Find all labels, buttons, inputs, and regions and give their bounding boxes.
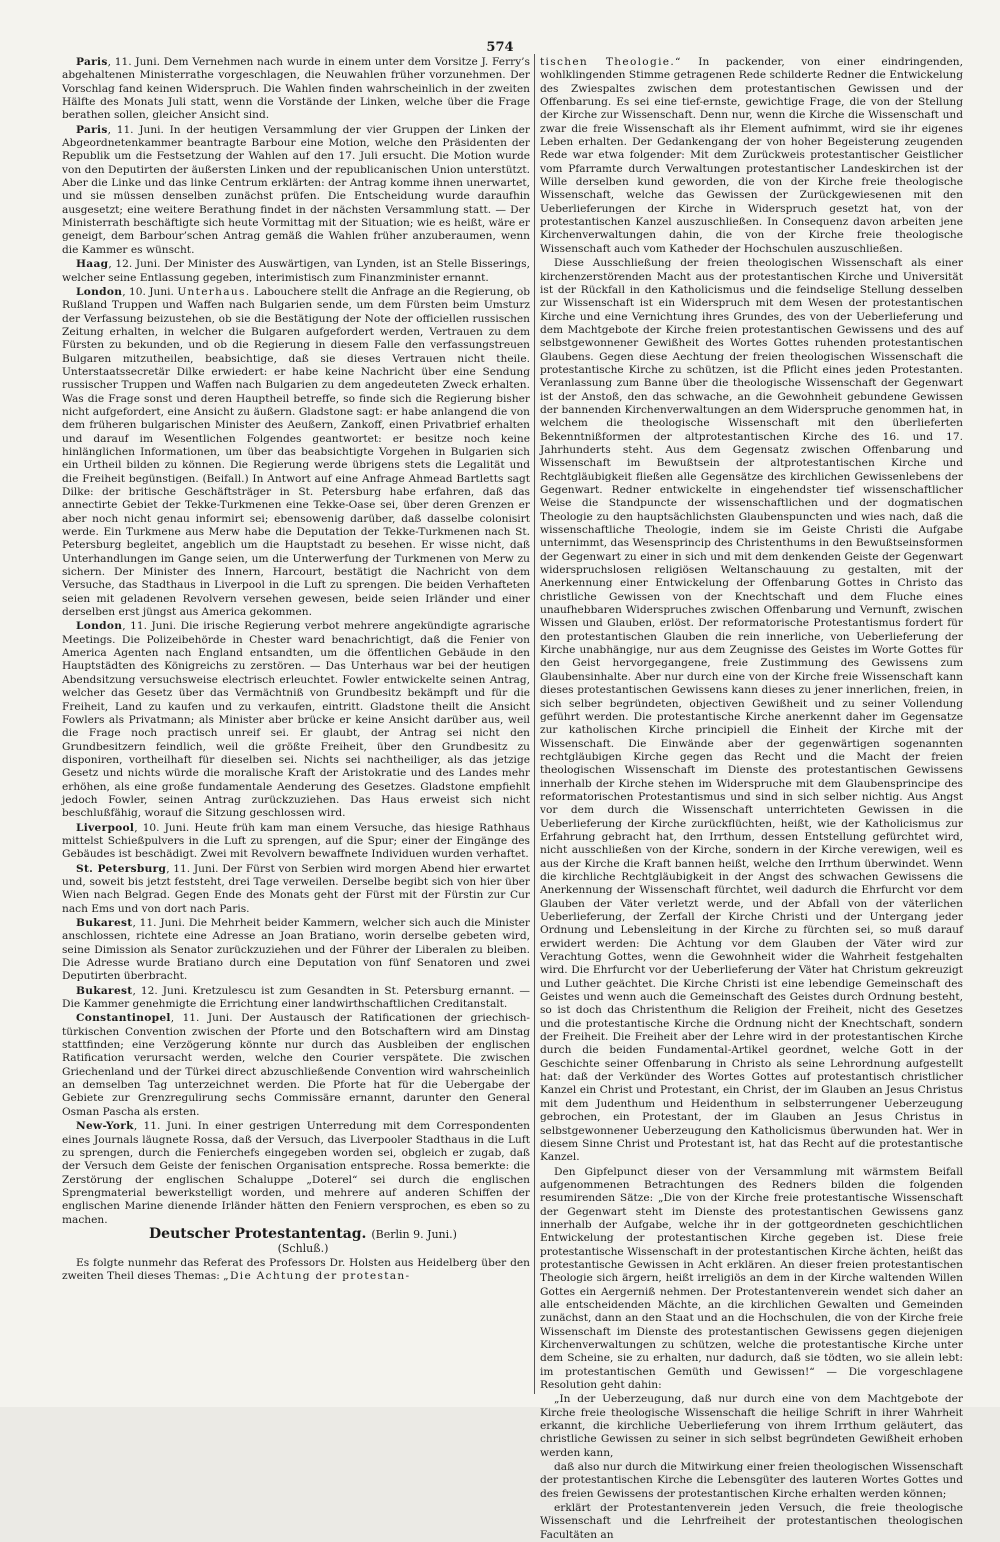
dateline-date: 11. Juni. <box>116 123 164 136</box>
article-paragraph: Liverpool, 10. Juni. Heute früh kam man einem Versuche, das hiesige Rathhaus mittelst Schießpulvers in die Luft zu sprengen, auf die Spur; einer der Eingänge des Gebäudes ist beschädigt. Zwei mit Revolvern bewaffnete Individuen wurden verhaftet. <box>62 821 530 861</box>
article-paragraph: London, 10. Juni. Unterhaus. Labouchere stellt die Anfrage an die Regierung, ob Rußland Truppen und Waffen nach Bulgarien sende, um dem Fürsten beim Umsturz der Verfassung beizustehen, ob sie die Bestätigung der Note der officiellen russischen Zeitung erhalten, in welcher die Bulgaren aufgefordert werden, Vertrauen zu dem Fürsten zu bekunden, und ob die Regierung in diesem Falle den verfassungstreuen Bulgaren mitzutheilen, beabsichtige, daß sie dieses Vertrauen nicht theile. Unterstaatssecretär Dilke erwiedert: er habe keine Nachricht über eine Sendung russischer Truppen und Waffen nach Bulgarien zu dem angedeuteten Zweck erhalten. Was die Frage sonst und deren Hauptheil betreffe, so finde sich die Regierung bisher nicht aufgefordert, eine Ansicht zu äußern. Gladstone sagt: er habe anlangend die von dem früheren bulgarischen Minister des Aeußern, Zankoff, einen Privatbrief erhalten und darauf im Wesentlichen Folgendes geantwortet: er besitze noch keine hinlänglichen Informationen, um über das beabsichtigte Vorgehen in Bulgarien sich ein Urtheil bilden zu können. Die Regierung werde übrigens stets die Legalität und die Freiheit begünstigen. (Beifall.) In Antwort auf eine Anfrage Ahmead Bartletts sagt Dilke: der britische Geschäftsträger in St. Petersburg habe erfahren, daß das annectirte Gebiet der Tekke-Turkmenen eine Tekke-Oase sei, über deren Grenzen er aber noch nicht genau informirt sei; ebensowenig darüber, daß dasselbe colonisirt werde. Ein Turkmene aus Merw habe die Deputation der Tekke-Turkmenen nach St. Petersburg begleitet, angeblich um die Hauptstadt zu besehen. Er wisse nicht, daß Unterhandlungen im Gange seien, um die Unterwerfung der Turkmenen von Merw zu sichern. Der Minister des Innern, Harcourt, bestätigt die Nachricht von dem Versuche, das Stadthaus in Liverpool in die Luft zu sprengen. Die beiden Verhafteten seien mit geladenen Revolvern versehen gewesen, beide seien Irländer und einer derselben erst jüngst aus America gekommen. <box>62 285 530 619</box>
paragraph-text: Diese Ausschließung der freien theologischen Wissenschaft als einer kirchenzerstörenden Macht aus der protestantischen Kirche und Universität ist der Rückfall in den Katholicismus und die feindselige Stellung desselben zur Wissenschaft ist ein Widerspruch mit dem Wesen der protestantischen Kirche und eine Vernichtung ihres Grundes, des von der Ueberlieferung und dem Machtgebote der Kirche freien protestantischen Gewissens und des auf selbstgewonnener Gewißheit des Wortes Gottes ruhenden protestantischen Glaubens. Gegen diese Aechtung der freien theologischen Wissenschaft die protestantische Kirche zu schützen, ist die Pflicht eines jeden Protestanten. Veranlassung zum Banne über die theologische Wissenschaft der Gegenwart ist der Anstoß, den das schwache, an die Gewohnheit gebundene Gewissen der bannenden Kirchenverwaltungen an dem Widerspruche genommen hat, in welchem die theologische Wissenschaft mit den überlieferten Bekenntnißformen der altprotestantischen Kirche des 16. und 17. Jahrhunderts steht. Aus dem Gegensatz zwischen Offenbarung und Wissenschaft im Bewußtsein der altprotestantischen Kirche und Rechtgläubigkeit fließen alle Gegensätze des kirchlichen Gewissenlebens der Gegenwart. Redner entwickelte in eingehendster tief wissenschaftlicher Weise die Standpuncte der wissenschaftlichen und der dogmatischen Theologie zu den hauptsächlichsten Glaubenspuncten und wies nach, daß die wissenschaftliche Theologie, indem sie im Geiste Christi die Aufgabe unternimmt, das Wesensprincip des Christenthums in den Bewußtseinsformen der Gegenwart zu einer in sich und mit dem denkenden Geiste der Gegenwart widerspruchslosen religiösen Weltanschauung zu gestalten, mit der Anerkennung einer Entwickelung der Offenbarung Gottes in Christo das christliche Gewissen von der Knechtschaft und dem Fluche eines unaufhebbaren Widerspruches zwischen Offenbarung und Vernunft, zwischen Wissen und Glauben, erlöst. Der reformatorische Protestantismus fordert für den protestantischen Glauben die rein innerliche, von Ueberlieferung der Kirche unabhängige, nur aus dem Zeugnisse des Geistes im Worte Gottes für den Geist hervorgegangene, freie Zustimmung des Gewissens zum Glaubensinhalte. Aber nur durch eine von der Kirche freie Wissenschaft kann dieses protestantischen Gewissens kann dieses zu jener innerlichen, freien, in sich selber begründeten, objectiven Gewißheit und zu seiner Vollendung geführt werden. Die protestantische Kirche anerkennt daher im Gegensatze zur katholischen Kirche principiell die Einheit der Kirche mit der Wissenschaft. Die Einwände aber der gegenwärtigen sogenannten rechtgläubigen Kirche gegen das Recht und die Macht der freien theologischen Wissenschaft im Dienste des protestantischen Gewissens innerhalb der Kirche stehen im Widerspruche mit dem Glaubensprincipe des reformatorischen Protestantismus und sind in sich selber nichtig. Aus Angst vor dem durch die Wissenschaft unterrichteten Gewissen in die Ueberlieferung der Kirche zurückflüchten, heißt, wie der Katholicismus zur Erfahrung gebracht hat, den Irrthum, dessen Entstellung gefürchtet wird, nicht ausschließen von der Kirche, sondern in der Kirche verewigen, weil es aus der Kirche die Kraft bannen heißt, welche den Irrthum überwindet. Wenn die kirchliche Rechtgläubigkeit in der Angst des schwachen Gewissens die Anerkennung der Wissenschaft fürchtet, weil dadurch die Ehrfurcht vor dem Glauben der Väter verletzt werde, und der Abfall von der väterlichen Ueberlieferung, der Zerfall der Kirche Christi und der Untergang jeder Ordnung und Lebensleitung in der Kirche zu fürchten sei, so muß darauf erwidert werden: Die Achtung vor dem Glauben der Väter wird zur Verachtung Gottes, wenn die Gewohnheit wider die Wahrheit festgehalten wird. Die Ehrfurcht vor der Ueberlieferung der Väter hat Christum gekreuzigt und Luther geächtet. Die Kirche Christi ist eine lebendige Gemeinschaft des Geistes und wenn auch die Gemeinschaft des Geistes durch Ordnung besteht, so ist doch das Christenthum die Religion der Freiheit, nicht des Gesetzes und die protestantische Kirche die Ordnung nicht der Knechtschaft, sondern der Freiheit. Die Freiheit aber der Lehre wird in der protestantischen Kirche durch die beiden Fundamental-Artikel geordnet, welche Gott in der Geschichte seiner Offenbarung in Christo als seine Lehrordnung aufgestellt hat: daß der Verkünder des Wortes Gottes auf protestantisch christlicher Kanzel ein Christ und Protestant, ein Christ, der im Glauben an Jesus Christus mit dem Judenthum und Heidenthum in selbsterrungener Ueberzeugung gebrochen, ein Protestant, der im Glauben an Jesus Christus in selbstgewonnener Ueberzeugung den Katholicismus überwunden hat. Wer in diesem Sinne Christ und Protestant ist, hat das Recht auf die protestantische Kanzel. <box>540 257 963 1164</box>
paragraph-text: „In der Ueberzeugung, daß nur durch eine von dem Machtgebote der Kirche freie theologische Wissenschaft die heilige Schrift in ihrer Wahrheit erkannt, die kirchliche Ueberlieferung von ihrem Irrthum geläutert, das christliche Gewissen zu seiner in sich selbst begründeten Gewißheit erhoben werden kann, <box>540 1393 963 1459</box>
dateline-date: 11. Juni. <box>130 620 177 633</box>
article-paragraph: Paris, 11. Juni. Dem Vernehmen nach wurde in einem unter dem Vorsitze J. Ferry’s abgehaltenen Ministerrathe vorgeschlagen, die Neuwahlen früher vorzunehmen. Der Vorschlag fand keinen Widerspruch. Die Wahlen finden wahrscheinlich in der zweiten Hälfte des Monats Juli statt, wenn die Vorstände der Linken, welche über die Frage berathen sollen, gleicher Ansicht sind. <box>62 56 530 122</box>
paragraph-text: Die irische Regierung verbot mehrere angekündigte agrarische Meetings. Die Polizeibehörde in Chester ward benachrichtigt, daß die Fenier von America Agenten nach England entsandten, um die öffentlichen Gebäude in den Hauptstädten des Königreichs zu zerstören. — Das Unterhaus war bei der heutigen Abendsitzung versuchsweise electrisch erleuchtet. Fowler entwickelte seinen Antrag, welcher das Gesetz über das Vermächtniß von Grundbesitz bekämpft und für die Freiheit, Land zu kaufen und zu verkaufen, eintritt. Gladstone theilt die Ansicht Fowlers als Privatmann; als Minister aber brücke er keine Ansicht darüber aus, weil die Frage noch practisch unreif sei. Er glaubt, der Antrag sei nicht den Grundbesitzern feindlich, weil die größte Freiheit, über den Grundbesitz zu disponiren, vortheilhaft für dieselben sei. Nichts sei nachtheiliger, als das jetzige Gesetz und nichts würde die moralische Kraft der Aristokratie und des Landes mehr erhöhen, als eine große fundamentale Aenderung des Gesetzes. Gladstone empfiehlt jedoch Fowler, seinen Antrag zurückzuziehen. Das Haus erweist sich nicht beschlußfähig, worauf die Sitzung geschlossen wird. <box>62 620 530 820</box>
article-paragraph: St. Petersburg, 11. Juni. Der Fürst von Serbien wird morgen Abend hier erwartet und, soweit bis jetzt feststeht, drei Tage verweilen. Derselbe begibt sich von hier über Wien nach Belgrad. Gegen Ende des Monats geht der Fürst mit der Fürstin zur Cur nach Ems und von dort nach Paris. <box>62 862 530 915</box>
article-paragraph <box>540 1461 963 1501</box>
article-paragraph: Bukarest, 12. Juni. Kretzulescu ist zum Gesandten in St. Petersburg ernannt. — Die Kammer genehmigte die Errichtung einer landwirthschaftlichen Creditanstalt. <box>62 984 530 1011</box>
dateline-place: St. Petersburg <box>76 862 167 875</box>
paragraph-text: daß also nur durch die Mitwirkung einer freien theologischen Wissenschaft der protestantischen Kirche die Lebensgüter des lauteren Wortes Gottes und des freien Gewissens der protestantischen Kirche erhalten werden können; <box>540 1461 963 1500</box>
paragraph-text: Kretzulescu ist zum Gesandten in St. Petersburg ernannt. — Die Kammer genehmigte die Errichtung einer landwirthschaftlichen Creditanstalt. <box>62 984 530 1011</box>
right-column <box>540 56 963 1541</box>
article-paragraph: New-York, 11. Juni. In einer gestrigen Unterredung mit dem Correspondenten eines Journals läugnete Rossa, daß der Versuch, das Liverpooler Stadthaus in die Luft zu sprengen, durch die Fenierchefs eingegeben worden sei, obgleich er zugab, daß der Versuch dem Geiste der fenischen Organisation entspreche. Rossa bemerkte: die Zerstörung der englischen Schaluppe „Doterel“ sei durch die englischen Sprengmaterial bewerkstelligt worden, und mehrere auf anderen Schiffen der englischen Marine dienende Irländer hätten den Feniern versprochen, es eben so zu machen. <box>62 1120 530 1226</box>
paragraph-text: In einer gestrigen Unterredung mit dem Correspondenten eines Journals läugnete Rossa, daß der Versuch, das Liverpooler Stadthaus in die Luft zu sprengen, durch die Fenierchefs eingegeben worden sei, obgleich er zugab, daß der Versuch dem Geiste der fenischen Organisation entspreche. Rossa bemerkte: die Zerstörung der englischen Schaluppe „Doterel“ sei durch die englischen Sprengmaterial bewerkstelligt worden, und mehrere auf anderen Schiffen der englischen Marine dienende Irländer hätten den Feniern versprochen, es eben so zu machen. <box>62 1120 530 1226</box>
dateline-place: London <box>76 285 123 298</box>
section-note <box>62 1242 530 1255</box>
article-paragraph <box>540 1502 963 1542</box>
column-divider <box>534 54 535 1394</box>
dateline-place: Haag <box>76 258 109 271</box>
dateline-place: London <box>76 620 123 633</box>
page-number: 574 <box>486 40 514 55</box>
paragraph-text: Dem Vernehmen nach wurde in einem unter dem Vorsitze J. Ferry’s abgehaltenen Ministerrathe vorgeschlagen, die Neuwahlen früher vorzunehmen. Der Vorschlag fand keinen Widerspruch. Die Wahlen finden wahrscheinlich in der zweiten Hälfte des Monats Juli statt, wenn die Vorstände der Linken, welche über die Frage berathen sollen, gleicher Ansicht sind. <box>62 56 530 122</box>
spaced-heading: Unterhaus. <box>177 285 251 298</box>
paragraph-text: Heute früh kam man einem Versuche, das hiesige Rathhaus mittelst Schießpulvers in die Luft zu sprengen, auf die Spur; einer der Eingänge des Gebäudes ist beschädigt. Zwei mit Revolvern bewaffnete Individuen wurden verhaftet. <box>62 821 530 861</box>
article-paragraph <box>540 257 963 1164</box>
paragraph-text: Der Fürst von Serbien wird morgen Abend hier erwartet und, soweit bis jetzt feststeht, drei Tage verweilen. Derselbe begibt sich von hier über Wien nach Belgrad. Gegen Ende des Monats geht der Fürst mit der Fürstin zur Cur nach Ems und von dort nach Paris. <box>62 862 530 915</box>
paragraph-text: Der Minister des Auswärtigen, van Lynden, ist an Stelle Bisserings, welcher seine Entlassung gegeben, interimistisch zum Finanzminister ernannt. <box>62 258 530 284</box>
article-paragraph: Haag, 12. Juni. Der Minister des Auswärtigen, van Lynden, ist an Stelle Bisserings, welcher seine Entlassung gegeben, interimistisch zum Finanzminister ernannt. <box>62 258 530 284</box>
article-paragraph <box>540 1166 963 1393</box>
article-paragraph: London, 11. Juni. Die irische Regierung verbot mehrere angekündigte agrarische Meetings. Die Polizeibehörde in Chester ward benachrichtigt, daß die Fenier von America Agenten nach England entsandten, um die öffentlichen Gebäude in den Hauptstädten des Königreichs zu zerstören. — Das Unterhaus war bei der heutigen Abendsitzung versuchsweise electrisch erleuchtet. Fowler entwickelte seinen Antrag, welcher das Gesetz über das Vermächtniß von Grundbesitz bekämpft und für die Freiheit, Land zu kaufen und zu verkaufen, eintritt. Gladstone theilt die Ansicht Fowlers als Privatmann; als Minister aber brücke er keine Ansicht darüber aus, weil die Frage noch practisch unreif sei. Er glaubt, der Antrag sei nicht den Grundbesitzern feindlich, weil die größte Freiheit, über den Grundbesitz zu disponiren, vortheilhaft für dieselben sei. Nichts sei nachtheiliger, als das jetzige Gesetz und nichts würde die moralische Kraft der Aristokratie und des Landes mehr erhöhen, als eine große fundamentale Aenderung des Gesetzes. Gladstone empfiehlt jedoch Fowler, seinen Antrag zurückzuziehen. Das Haus erweist sich nicht beschlußfähig, worauf die Sitzung geschlossen wird. <box>62 620 530 820</box>
article-paragraph <box>540 1393 963 1460</box>
paragraph-text: Der Austausch der Ratificationen der griechisch-türkischen Convention zwischen der Pforte und den Botschaftern wird am Dinstag stattfinden; eine Verzögerung könnte nur durch das Ausbleiben der englischen Ratification verursacht werden, welche den Courier verspätete. Die zwischen Griechenland und der Türkei direct abzuschließende Convention wird wahrscheinlich an demselben Tag unterzeichnet werden. Die Pforte hat für die Uebergabe der Gebiete zur Grenzregulirung sechs Commissäre ernannt, darunter den General Osman Pascha als ersten. <box>62 1012 530 1118</box>
article-paragraph <box>62 1257 530 1284</box>
article-paragraph: Paris, 11. Juni. In der heutigen Versammlung der vier Gruppen der Linken der Abgeordnetenkammer beantragte Barbour eine Motion, welche den Präsidenten der Republik um die Festsetzung der Wahlen auf den 17. Juli ersucht. Die Motion wurde von den Deputirten der äußersten Linken und der republicanischen Union unterstützt. Aber die Linke und das linke Centrum erklärten: der Antrag komme ihnen unerwartet, und sie müssen denselben zunächst prüfen. Die Entscheidung wurde daraufhin ausgesetzt; eine weitere Berathung findet in der nächsten Versammlung statt. — Der Ministerrath beschäftigte sich heute Vormittag mit der Situation; wie es heißt, wäre er geneigt, dem Barbour’schen Antrag gemäß die Wahlen früher anzuberaumen, wenn die Kammer es wünscht. <box>62 123 530 256</box>
paragraph-text: In packender, von einer eindringenden, wohlklingenden Stimme getragenen Rede schilderte Redner die Entwickelung des Zwiespaltes zwischen dem protestantischen Gewissen und der Offenbarung. Es sei eine tief-ernste, gewichtige Frage, die von der Stellung der Kirche zur Wissenschaft. Denn nur, wenn die Kirche die Wissenschaft und zwar die freie Wissenschaft als ihr Element aufnimmt, wird sie ihr eigenes Leben erhalten. Der Gedankengang der von hoher Begeisterung zeugenden Rede war etwa folgender: Mit dem Zurückweis protestantischer Geistlicher vom Pfarramte durch Verwaltungen protestantischer Landeskirchen ist der Wille derselben kund geworden, die von der Kirche freie theologische Wissenschaft, welche das Gewissen der Zurückgewiesenen mit den Ueberlieferungen der Kirche in Widerspruch gesetzt hat, von der protestantischen Kanzel auszuschließen. In Consequenz davon arbeiten jene Kirchenverwaltungen dahin, die von der Kirche freie theologische Wissenschaft auch vom Katheder der Hochschulen auszuschließen. <box>540 56 963 255</box>
section-note-text: (Schluß.) <box>277 1242 329 1256</box>
dateline-date: 11. Juni. <box>173 862 219 875</box>
section-title: Deutscher Protestantentag. <box>149 1225 367 1242</box>
paragraph-text: Labouchere stellt die Anfrage an die Regierung, ob Rußland Truppen und Waffen nach Bulgarien sende, um dem Fürsten beim Umsturz der Verfassung beizustehen, ob sie die Bestätigung der Note der officiellen russischen Zeitung erhalten, in welcher die Bulgaren aufgefordert werden, Vertrauen zu dem Fürsten zu bekunden, und ob die Regierung in diesem Falle den verfassungstreuen Bulgaren mitzutheilen, beabsichtige, daß sie dieses Vertrauen nicht theile. Unterstaatssecretär Dilke erwiedert: er habe keine Nachricht über eine Sendung russischer Truppen und Waffen nach Bulgarien zu dem angedeuteten Zweck erhalten. Was die Frage sonst und deren Hauptheil betreffe, so finde sich die Regierung bisher nicht aufgefordert, eine Ansicht zu äußern. Gladstone sagt: er habe anlangend die von dem früheren bulgarischen Minister des Aeußern, Zankoff, einen Privatbrief erhalten und darauf im Wesentlichen Folgendes geantwortet: er besitze noch keine hinlänglichen Informationen, um über das beabsichtigte Vorgehen in Bulgarien sich ein Urtheil bilden zu können. Die Regierung werde übrigens stets die Legalität und die Freiheit begünstigen. (Beifall.) In Antwort auf eine Anfrage Ahmead Bartletts sagt Dilke: der britische Geschäftsträger in St. Petersburg habe erfahren, daß das annectirte Gebiet der Tekke-Turkmenen eine Tekke-Oase sei, über deren Grenzen er aber noch nicht genau informirt sei; ebensowenig darüber, daß dasselbe colonisirt werde. Ein Turkmene aus Merw habe die Deputation der Tekke-Turkmenen nach St. Petersburg begleitet, angeblich um die Hauptstadt zu besehen. Er wisse nicht, daß Unterhandlungen im Gange seien, um die Unterwerfung der Turkmenen von Merw zu sichern. Der Minister des Innern, Harcourt, bestätigt die Nachricht von dem Versuche, das Stadthaus in Liverpool in die Luft zu sprengen. Die beiden Verhafteten seien mit geladenen Revolvern versehen gewesen, beide seien Irländer und einer derselben erst jüngst aus America gekommen. <box>62 285 530 619</box>
dateline-place: New-York <box>76 1120 134 1133</box>
dateline-place: Constantinopel <box>76 1012 171 1025</box>
paragraph-text: Die Mehrheit beider Kammern, welcher sich auch die Minister anschlossen, richtete eine Adresse an Joan Bratiano, worin derselbe gebeten wird, seine Dimission als Senator zurückzuziehen und der Führer der Liberalen zu bleiben. Die Adresse wurde Bratiano durch eine Deputation von fünf Senatoren und zwei Deputirten überbracht. <box>62 917 530 983</box>
section-heading <box>62 1225 530 1242</box>
dateline-place: Liverpool <box>76 821 135 834</box>
dateline-date: 10. Juni. <box>128 285 174 298</box>
spaced-heading: tischen Theologie.“ <box>540 56 682 68</box>
dateline-place: Bukarest <box>76 917 133 929</box>
dateline-place: Bukarest <box>76 984 133 997</box>
article-paragraph <box>540 56 963 256</box>
paragraph-text: Es folgte nunmehr das Referat des Professors Dr. Holsten aus Heidelberg über den zweiten Theil dieses Themas: <box>62 1256 530 1282</box>
section-dateline: (Berlin 9. Juni.) <box>371 1227 457 1241</box>
dateline-date: 11. Juni. <box>114 56 160 68</box>
dateline-date: 12. Juni. <box>115 258 161 271</box>
article-paragraph: Constantinopel, 11. Juni. Der Austausch der Ratificationen der griechisch-türkischen Convention zwischen der Pforte und den Botschaftern wird am Dinstag stattfinden; eine Verzögerung könnte nur durch das Ausbleiben der englischen Ratification verursacht werden, welche den Courier verspätete. Die zwischen Griechenland und der Türkei direct abzuschließende Convention wird wahrscheinlich an demselben Tag unterzeichnet werden. Die Pforte hat für die Uebergabe der Gebiete zur Grenzregulirung sechs Commissäre ernannt, darunter den General Osman Pascha als ersten. <box>62 1012 530 1118</box>
dateline-date: 11. Juni. <box>182 1012 233 1025</box>
dateline-place: Paris <box>76 56 108 68</box>
dateline-date: 10. Juni. <box>142 821 190 834</box>
left-column <box>62 56 530 1396</box>
dateline-date: 11. Juni. <box>139 917 185 929</box>
paragraph-text: In der heutigen Versammlung der vier Gruppen der Linken der Abgeordnetenkammer beantragte Barbour eine Motion, welche den Präsidenten der Republik um die Festsetzung der Wahlen auf den 17. Juli ersucht. Die Motion wurde von den Deputirten der äußersten Linken und der republicanischen Union unterstützt. Aber die Linke und das linke Centrum erklärten: der Antrag komme ihnen unerwartet, und sie müssen denselben zunächst prüfen. Die Entscheidung wurde daraufhin ausgesetzt; eine weitere Berathung findet in der nächsten Versammlung statt. — Der Ministerrath beschäftigte sich heute Vormittag mit der Situation; wie es heißt, wäre er geneigt, dem Barbour’schen Antrag gemäß die Wahlen früher anzuberaumen, wenn die Kammer es wünscht. <box>62 123 530 256</box>
dateline-place: Paris <box>76 123 108 136</box>
paragraph-text: erklärt der Protestantenverein jeden Versuch, die freie theologische Wissenschaft und die Lehrfreiheit der protestantischen theologischen Facultäten an <box>540 1502 963 1541</box>
spaced-heading: „Die Achtung der protestan- <box>223 1269 411 1282</box>
article-paragraph: Bukarest, 11. Juni. Die Mehrheit beider Kammern, welcher sich auch die Minister anschlossen, richtete eine Adresse an Joan Bratiano, worin derselbe gebeten wird, seine Dimission als Senator zurückzuziehen und der Führer der Liberalen zu bleiben. Die Adresse wurde Bratiano durch eine Deputation von fünf Senatoren und zwei Deputirten überbracht. <box>62 917 530 983</box>
dateline-date: 12. Juni. <box>140 984 188 997</box>
dateline-date: 11. Juni. <box>143 1120 192 1133</box>
paragraph-text: Den Gipfelpunct dieser von der Versammlung mit wärmstem Beifall aufgenommenen Betrachtungen des Redners bilden die folgenden resumirenden Sätze: „Die von der Kirche freie protestantische Wissenschaft der Gegenwart steht im Dienste des protestantischen Gewissens ganz innerhalb der Aufgabe, welche ihr in der gottgeordneten geschichtlichen Entwickelung der protestantischen Kirche gegeben ist. Diese freie protestantische Wissenschaft in der protestantischen Kirche ächten, heißt das protestantische Gewissen in Acht erklären. An dieser freien protestantischen Theologie sich ärgern, heißt irreligiös an dem in der Kirche waltenden Willen Gottes ein Aergerniß nehmen. Der Protestantenverein wendet sich daher an alle entscheidenden Mächte, an die kirchlichen Gewalten und Gemeinden zunächst, dann an den Staat und an die Hochschulen, die von der Kirche freie Wissenschaft im Dienste des protestantischen Gewissens gegen diejenigen Kirchenverwaltungen zu schützen, welche die protestantische Kirche unter dem Scheine, sie zu erhalten, nur dadurch, daß sie tödten, wo sie allein lebt: im protestantischen Gemüth und Gewissen!“ — Die vorgeschlagene Resolution geht dahin: <box>540 1165 963 1392</box>
